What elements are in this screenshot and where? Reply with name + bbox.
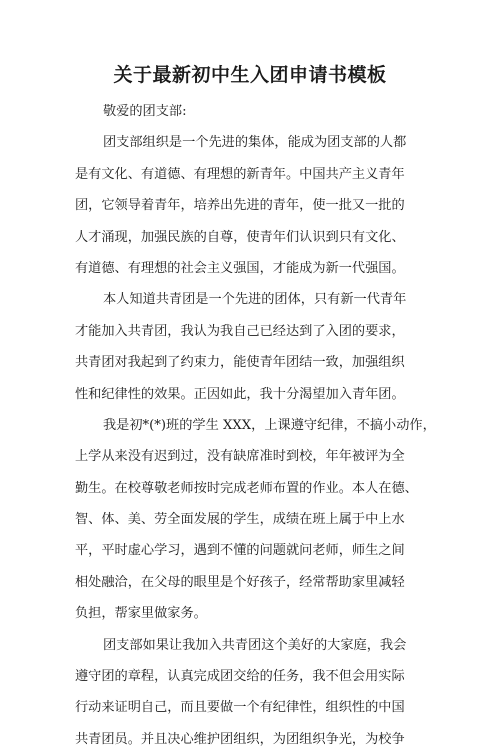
paragraph-line: 遵守团的章程，认真完成团交给的任务，我不但会用实际 [75,669,405,685]
paragraph-line: 共青团对我起到了约束力，能使青年团结一致，加强组织 [75,355,405,371]
paragraph-2 [75,284,431,410]
paragraph-4 [75,630,431,755]
paragraph-line: 上学从来没有迟到过，没有缺席准时到校，年年被评为全 [75,449,405,465]
paragraph-line: 勤生。在校尊敬老师按时完成老师布置的作业。本人在德、 [75,480,418,496]
paragraph-line: 我是初*(*)班的学生 XXX，上课遵守纪律，不搞小动作， [103,417,436,433]
paragraph-line: 行动来证明自己，而且要做一个有纪律性，组织性的中国 [75,700,405,716]
paragraph-line: 负担，帮家里做家务。 [75,606,207,622]
paragraph-line: 平，平时虚心学习，遇到不懂的问题就问老师，师生之间 [75,543,405,559]
document-title: 关于最新初中生入团申请书模板 [113,64,387,86]
paragraph-line: 团支部组织是一个先进的集体，能成为团支部的人都 [103,135,407,151]
paragraph-1 [75,127,431,284]
document-body [75,96,436,755]
paragraph-line: 人才涌现，加强民族的自尊，使青年们认识到只有文化、 [75,229,405,245]
paragraph-line: 性和纪律性的效果。正因如此，我十分渴望加入青年团。 [75,386,405,402]
paragraph-line: 有道德、有理想的社会主义强国，才能成为新一代强国。 [75,260,405,276]
paragraph-line: 本人知道共青团是一个先进的团体，只有新一代青年 [103,292,407,308]
paragraph-line: 是有文化、有道德、有理想的新青年。中国共产主义青年 [75,166,405,182]
paragraph-3 [75,410,436,630]
paragraph-line: 智、体、美、劳全面发展的学生，成绩在班上属于中上水 [75,512,405,528]
paragraph-line: 团，它领导着青年，培养出先进的青年，使一批又一批的 [75,198,405,214]
paragraph-line: 团支部如果让我加入共青团这个美好的大家庭，我会 [103,637,407,653]
paragraph-line: 相处融洽，在父母的眼里是个好孩子，经常帮助家里减轻 [75,574,405,590]
paragraph-line: 共青团员。并且决心维护团组织，为团组织争光，为校争 [75,731,405,747]
salutation: 敬爱的团支部: [103,104,187,119]
paragraph-line: 才能加入共青团，我认为我自己已经达到了入团的要求， [75,323,405,339]
